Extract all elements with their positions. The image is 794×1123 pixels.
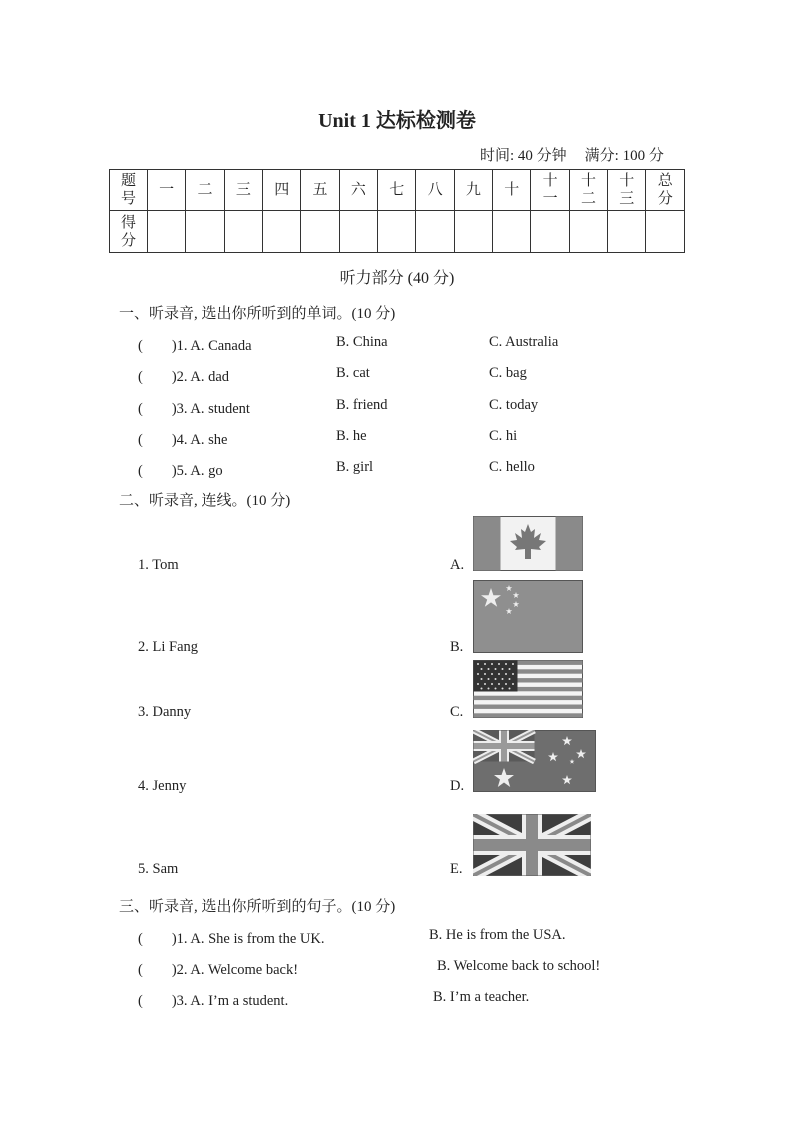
score-cell[interactable] [224,211,262,253]
table-cell [608,170,646,211]
header-cell: 十二 [580,173,596,207]
table-cell [569,170,607,211]
score-cell[interactable] [301,211,339,253]
question-row [138,958,698,978]
row-label-question-number: 题号 [121,173,137,207]
option-b[interactable]: B. friend [336,397,388,413]
match-letter[interactable]: C. [450,704,464,720]
time-limit: 时间: 40 分钟 [480,148,567,164]
header-cell: 四 [274,181,290,198]
header-cell: 二 [197,181,213,198]
match-letter[interactable]: B. [450,639,464,655]
table-cell [493,170,531,211]
table-cell [301,170,339,211]
option-c[interactable]: C. Australia [489,334,559,350]
table-cell [531,170,569,211]
match-letter[interactable]: E. [450,861,463,877]
score-cell[interactable] [493,211,531,253]
table-cell [110,211,148,253]
option-a[interactable]: ( )4. A. she [138,432,228,448]
option-a[interactable]: ( )1. A. She is from the UK. [138,931,325,947]
option-b[interactable]: B. cat [336,365,370,381]
option-a[interactable]: ( )1. A. Canada [138,338,252,354]
match-name[interactable]: 3. Danny [138,704,192,720]
australia-flag-icon[interactable] [473,730,596,792]
usa-flag-icon[interactable] [473,660,583,718]
page-title: Unit 1 达标检测卷 [318,110,476,132]
option-c[interactable]: C. today [489,397,539,413]
canada-flag-icon[interactable] [473,516,583,571]
header-cell: 十 [504,181,520,198]
question-row [138,927,698,947]
header-cell: 总分 [657,173,673,207]
option-b[interactable]: B. I’m a teacher. [433,989,530,1005]
score-cell[interactable] [454,211,492,253]
option-c[interactable]: C. bag [489,365,527,381]
header-cell: 十一 [542,173,558,207]
option-a[interactable]: ( )3. A. I’m a student. [138,993,289,1009]
table-cell [378,170,416,211]
question-row [138,459,698,479]
option-b[interactable]: B. he [336,428,367,444]
question-row [138,334,698,354]
table-cell [263,170,301,211]
score-cell[interactable] [416,211,454,253]
table-cell [110,170,148,211]
question-row [138,989,698,1009]
question-row [138,428,698,448]
header-cell: 七 [389,181,405,198]
match-letter[interactable]: A. [450,557,465,573]
section2-title: 二、听录音, 连线。(10 分) [119,493,291,509]
question-row [138,365,698,385]
table-cell [148,170,186,211]
option-c[interactable]: C. hi [489,428,518,444]
question-row [138,397,698,417]
section1-title: 一、听录音, 选出你所听到的单词。(10 分) [119,306,396,322]
option-a[interactable]: ( )5. A. go [138,463,223,479]
option-b[interactable]: B. China [336,334,388,350]
header-cell: 一 [159,181,175,198]
header-cell: 九 [465,181,481,198]
match-name[interactable]: 2. Li Fang [138,639,199,655]
table-cell [454,170,492,211]
option-a[interactable]: ( )3. A. student [138,401,250,417]
score-cell[interactable] [569,211,607,253]
table-cell [339,170,377,211]
score-cell[interactable] [148,211,186,253]
table-cell [186,170,224,211]
option-b[interactable]: B. Welcome back to school! [437,958,601,974]
score-cell[interactable] [263,211,301,253]
score-table-header-row [110,170,685,211]
header-cell: 十三 [619,173,635,207]
row-label-score: 得分 [121,214,137,249]
score-cell[interactable] [646,211,685,253]
option-b[interactable]: B. He is from the USA. [429,927,566,943]
listening-section-title: 听力部分 (40 分) [339,270,455,287]
option-c[interactable]: C. hello [489,459,535,475]
match-letter[interactable]: D. [450,778,465,794]
match-name[interactable]: 5. Sam [138,861,179,877]
time-info [480,144,664,165]
table-cell [224,170,262,211]
uk-flag-icon[interactable] [473,814,591,876]
header-cell: 六 [350,181,366,198]
full-score: 满分: 100 分 [584,148,664,164]
header-cell: 五 [312,181,328,198]
header-cell: 三 [235,181,251,198]
option-a[interactable]: ( )2. A. dad [138,369,230,385]
china-flag-icon[interactable] [473,580,583,653]
score-cell[interactable] [608,211,646,253]
option-b[interactable]: B. girl [336,459,374,475]
score-table-score-row [110,211,685,253]
option-a[interactable]: ( )2. A. Welcome back! [138,962,299,978]
score-table [109,169,685,253]
match-name[interactable]: 4. Jenny [138,778,187,794]
table-cell [416,170,454,211]
header-cell: 八 [427,181,443,198]
match-name[interactable]: 1. Tom [138,557,179,573]
table-cell [646,170,685,211]
score-cell[interactable] [339,211,377,253]
section3-title: 三、听录音, 选出你所听到的句子。(10 分) [119,899,396,915]
score-cell[interactable] [531,211,569,253]
score-cell[interactable] [186,211,224,253]
score-cell[interactable] [378,211,416,253]
